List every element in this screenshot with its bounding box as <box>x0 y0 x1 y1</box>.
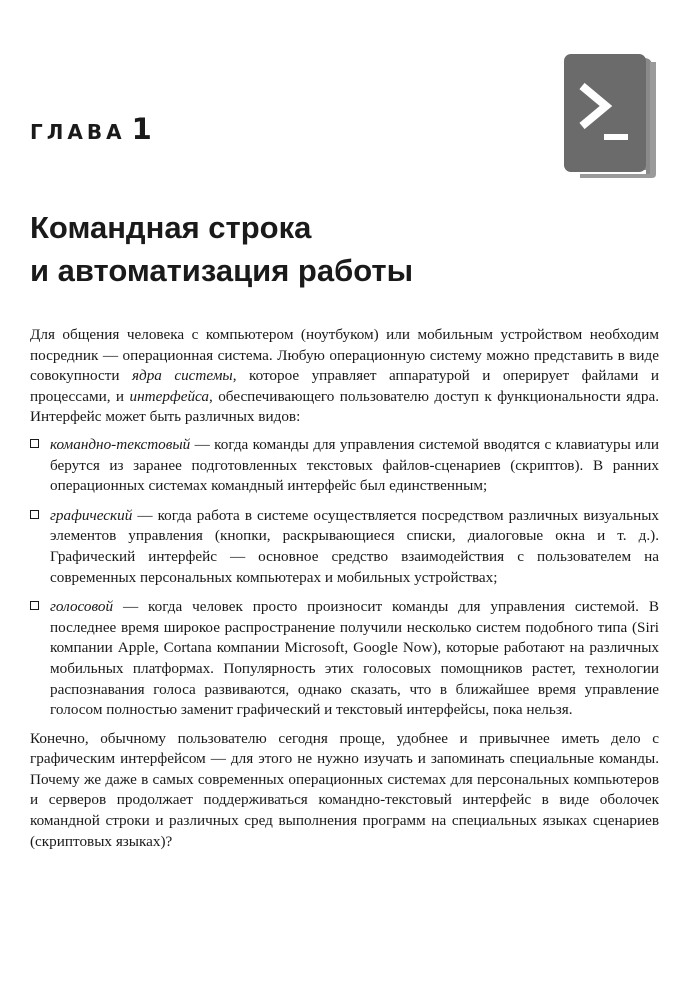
list-item <box>30 597 659 721</box>
list-item-text: — когда команды для управления системой вводятся с клавиатуры или берутся из заранее подготовленных текстовых файлов-сценариев (скриптов). В ранних операционных системах командный интерфейс был единственным; <box>50 435 659 495</box>
closing-paragraph: Конечно, обычному пользователю сегодня проще, удобнее и привычнее иметь дело с графическим интерфейсом — для этого не нужно изучать и запоминать специальные команды. Почему же даже в самых современных операционных системах для персональных компьютеров и серверов продолжает поддерживаться командно-текстовый интерфейс в виде оболочек командной строки и различных сред выполнения программ на специальных языках сценариев (скриптовых языках)? <box>30 729 659 850</box>
interface-types-list <box>30 435 659 721</box>
list-item-term: командно-текстовый <box>50 435 191 453</box>
chapter-label <box>30 112 152 146</box>
powershell-prompt-icon <box>560 52 658 180</box>
chapter-title-line-2: и автоматизация работы <box>30 253 414 288</box>
list-item-text: — когда работа в системе осуществляется посредством различных визуальных элементов управления (кнопки, раскрывающиеся списки, диалоговые окна и т. д.). Графический интерфейс — основное средство взаимодействия с пользователем на современных персональных компьютерах и мобильных устройствах; <box>50 506 659 586</box>
list-item-text: — когда человек просто произносит команды для управления системой. В последнее время широкое распространение получили несколько систем подобного типа (Siri компании Apple, Cortana компании Microsoft, Google Now), которые работают на различных мобильных платформах. Популярность этих голосовых помощников растет, технологии распознавания голоса развиваются, однако сказать, что в ближайшее время управление голосом полностью заменит графический и текстовый интерфейсы, пока нельзя. <box>50 598 659 719</box>
intro-emphasis-interface: интерфейса <box>129 387 209 405</box>
intro-text-3: , обеспечивающего пользователю доступ к функциональности ядра. Интерфейс может быть различных видов: <box>30 387 659 426</box>
chapter-number: 1 <box>131 112 152 146</box>
intro-text-1: Для общения человека с компьютером (ноутбуком) или мобильным устройством необходим посредник — операционная система. Любую операционную систему можно представить в виде совокупности <box>30 326 659 385</box>
list-item-term: графический <box>50 506 133 524</box>
chapter-body <box>30 325 659 852</box>
list-item <box>30 435 659 497</box>
list-item <box>30 506 659 588</box>
intro-paragraph <box>30 325 659 428</box>
list-item-term: голосовой <box>50 598 114 616</box>
chapter-word: ГЛАВА <box>30 120 126 144</box>
square-bullet-icon <box>30 601 39 610</box>
intro-emphasis-kernel: ядра системы <box>131 367 233 385</box>
intro-text-2: , которое управляет аппаратурой и оперирует файлами и процессами, и <box>30 367 659 405</box>
chapter-title <box>30 206 630 292</box>
chapter-title-line-1: Командная строка <box>30 210 312 245</box>
square-bullet-icon <box>30 439 39 448</box>
square-bullet-icon <box>30 510 39 519</box>
